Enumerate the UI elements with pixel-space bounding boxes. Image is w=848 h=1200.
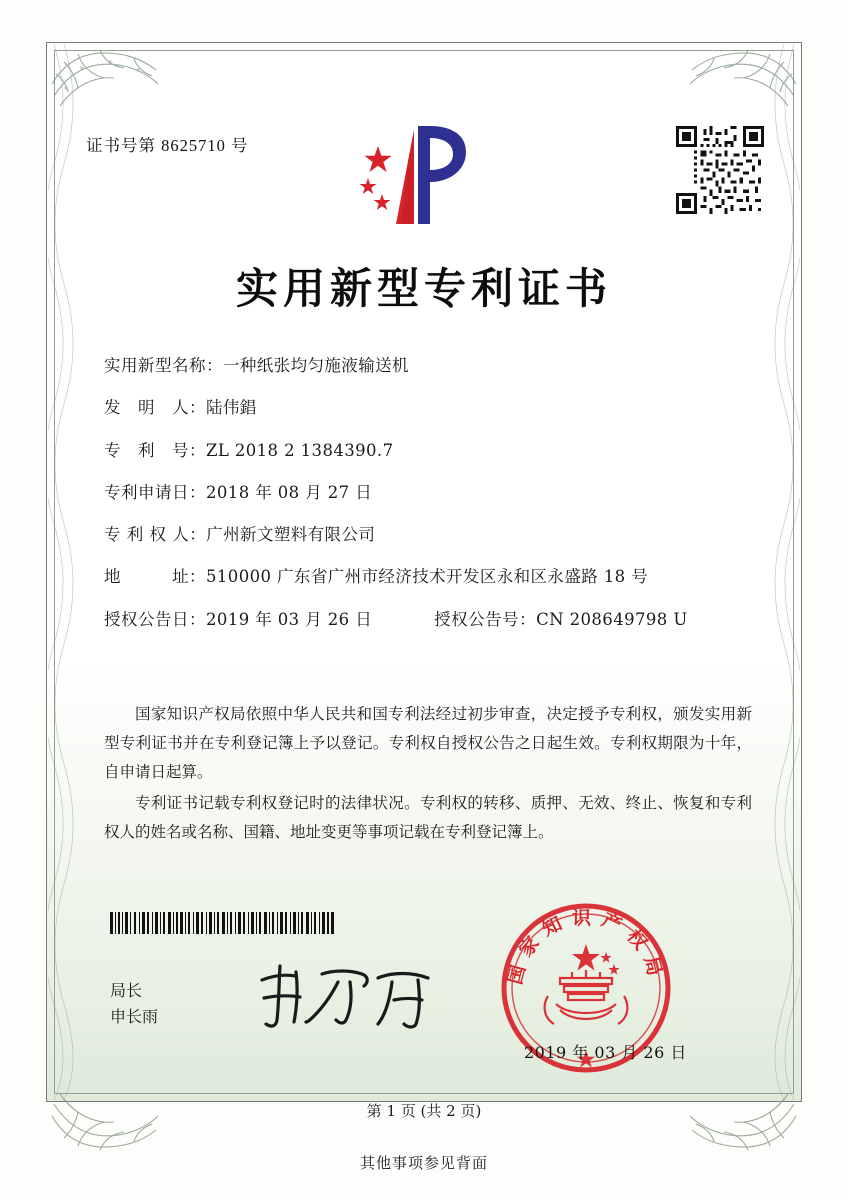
- handwritten-signature-icon: [250, 958, 450, 1034]
- page-title: 实用新型专利证书: [235, 264, 612, 313]
- field-value: 2018 年 08 月 27 日: [206, 482, 373, 502]
- grant-date-label: 授权公告日：: [104, 609, 206, 629]
- certificate-number: 证书号第 8625710 号: [86, 136, 249, 155]
- field-list: [104, 356, 744, 652]
- barcode: [110, 912, 334, 934]
- field-label: 发 明 人：: [104, 398, 206, 418]
- field-label: 地 址：: [104, 567, 206, 587]
- field-value: 广州新文塑料有限公司: [206, 525, 376, 545]
- field-row-utility-model-name: [104, 356, 744, 376]
- field-value: 一种纸张均匀施液输送机: [223, 356, 409, 375]
- field-row-inventor: [104, 398, 744, 418]
- director-title-label: 局长: [110, 981, 143, 1000]
- field-row-grant-announcement: [104, 610, 744, 630]
- grant-number-value: CN 208649798 U: [536, 609, 688, 629]
- field-label: 专 利 权 人：: [104, 525, 207, 545]
- paragraph-1: 国家知识产权局依照中华人民共和国专利法经过初步审查，决定授予专利权，颁发实用新型专利证书并在专利登记簿上予以登记。专利权自授权公告之日起生效。专利权期限为十年，自申请日起算。: [104, 705, 752, 781]
- signature-labels: [110, 978, 158, 1030]
- seal-date: 2019 年 03 月 26 日: [524, 1043, 687, 1062]
- field-label: 实用新型名称：: [104, 356, 223, 375]
- edge-pattern: [774, 44, 800, 1100]
- director-name-label: 申长雨: [110, 1007, 159, 1026]
- field-label: 专利申请日：: [104, 482, 206, 502]
- legal-text: [104, 700, 752, 849]
- field-row-application-date: [104, 483, 744, 503]
- field-row-patent-number: [104, 441, 744, 461]
- field-value: 陆伟錩: [206, 398, 257, 418]
- qr-code: [676, 126, 764, 214]
- grant-date-value: 2019 年 03 月 26 日: [206, 609, 373, 629]
- field-row-address: [104, 567, 744, 587]
- edge-pattern: [48, 44, 74, 1100]
- page-indicator: 第 1 页 (共 2 页): [366, 1102, 482, 1120]
- paragraph-2: 专利证书记载专利权登记时的法律状况。专利权的转移、质押、无效、终止、恢复和专利权人的姓名或名称、国籍、地址变更等事项记载在专利登记簿上。: [104, 794, 752, 841]
- grant-number-label: 授权公告号：: [434, 609, 537, 629]
- field-value: 510000 广东省广州市经济技术开发区永和区永盛路 18 号: [206, 567, 649, 587]
- field-row-patentee: [104, 525, 744, 545]
- back-page-note: 其他事项参见背面: [359, 1154, 488, 1172]
- field-label: 专 利 号：: [104, 440, 206, 460]
- field-value: ZL 2018 2 1384390.7: [206, 440, 394, 460]
- cnipa-logo-icon: [352, 120, 480, 232]
- svg-text:国家知识产权局: 国家知识产权局: [504, 907, 668, 987]
